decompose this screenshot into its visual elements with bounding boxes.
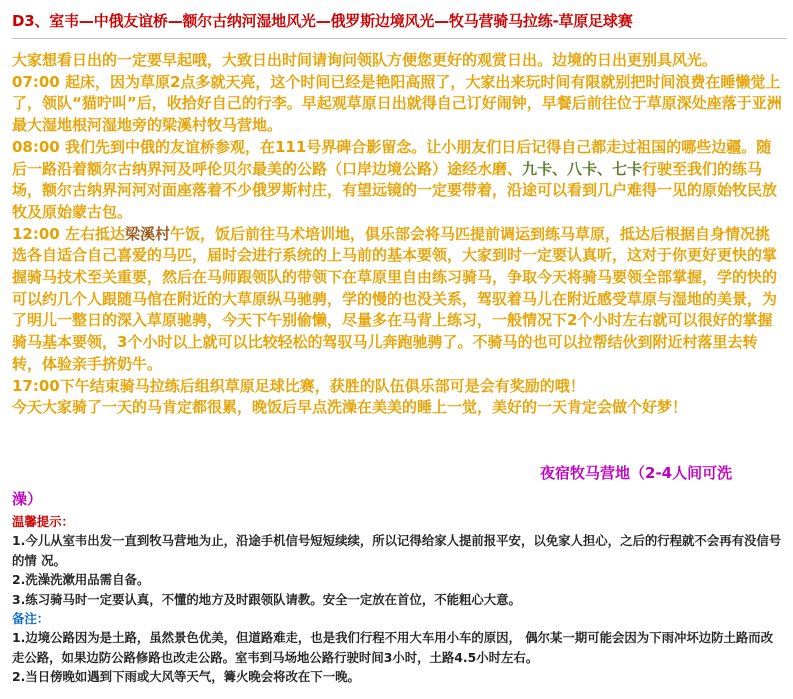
itinerary-body bbox=[12, 50, 782, 419]
notes-label: 备注： bbox=[12, 611, 50, 627]
note-item-1: 1.边境公路因为是土路，虽然景色优美，但道路难走，也是我们行程不用大车用小车的原因， 偶尔某一期可能会因为下雨冲坏边防土路而改 走公路，如果边防公路修路也改走公路。室韦到马场地公路行驶时间3小时，土路4.5小时左右。 bbox=[12, 630, 774, 665]
paragraph-1700: 17:00下午结束骑马拉练后组织草原足球比赛，获胜的队伍俱乐部可是会有奖励的哦！ bbox=[12, 376, 585, 395]
paragraph-evening: 今天大家骑了一天的马肯定都很累，晚饭后早点洗澡在美美的睡上一觉，美好的一天肯定会做个好梦！ bbox=[12, 398, 688, 417]
tips-label: 温馨提示： bbox=[12, 514, 74, 529]
paragraph-sunrise: 大家想看日出的一定要早起哦，大致日出时间请询问领队方便您更好的观赏日出。边境的日出更别具风光。 bbox=[12, 51, 718, 69]
paragraph-0700: 07:00 起床，因为草原2点多就天亮，这个时间已经是艳阳高照了，大家出来玩时间有限就别把时间浪费在睡懒觉上了，领队“猫咛叫”后，收拾好自己的行李。早起观草原日出就得自己订好闹钟，早餐后前往位于草原深处座落于亚洲最大湿地根河湿地旁的梁溪村牧马营地。 bbox=[12, 72, 782, 135]
paragraph-0800-part1: 08:00 我们先到中俄的友谊桥参观，在111号界碑合影留念。让小朋友们日后记得自己都走过祖国的哪些边疆。随后一路沿着额尔古纳界河及呼伦贝尔最美的公路（口岸边境公路）途经水磨、 bbox=[12, 137, 772, 178]
tip-item-1: 1.今儿从室韦出发一直到牧马营地为止，沿途手机信号短短续续，所以记得给家人提前报平安，以免家人担心，之后的行程就不会再有没信号的情 况。 bbox=[12, 533, 782, 568]
paragraph-0800 bbox=[12, 137, 782, 224]
tips-section bbox=[12, 512, 787, 687]
paragraph-1200-part1: 12:00 左右抵达 bbox=[12, 224, 125, 243]
paragraph-0800-checkpoints: 九卡、八卡、七卡 bbox=[522, 159, 643, 178]
paragraph-1200-part3: 午饭，饭后前往马术培训地，俱乐部会将马匹提前调运到练马草原，抵达后根据自身情况挑选各自适合自己喜爱的马匹，届时会进行系统的上马前的基本要领，大家到时一定要认真听，这对于你更好更快的掌握骑马技术至关重要，然后在马师跟领队的带领下在草原里自由练习骑马，争取今天将骑马要领全部掌握，学的快的可以约几个人跟随马倌在附近的大草原纵马驰骋，学的慢的也没关系，驾驭着马儿在附近感受草原与湿地的美景，为了明儿一整日的深入草原驰骋，今天下午别偷懒，尽量多在马背上练习，一般情况下2个小时左右就可以很好的掌握骑马基本要领，3个小时以上就可以比较轻松的驾驭马儿奔跑驰骋了。不骑马的也可以拉帮结伙到附近村落里去转转，体验亲手挤奶牛。 bbox=[12, 224, 778, 373]
day-header bbox=[12, 8, 787, 39]
paragraph-0800-part3: 行驶至我们的练马场，额尔古纳界河河对面座落着不少俄罗斯村庄，有望远镜的一定要带着，沿途可以看到几户难得一见的原始牧民放牧及原始蒙古包。 bbox=[12, 159, 778, 221]
tip-item-3: 3.练习骑马时一定要认真，不懂的地方及时跟领队请教。安全一定放在首位，不能粗心大意。 bbox=[12, 591, 521, 607]
tip-item-2: 2.洗澡洗漱用品需自备。 bbox=[12, 572, 150, 588]
note-item-2: 2.当日傍晚如遇到下雨或大风等天气，篝火晚会将改在下一晚。 bbox=[12, 669, 360, 685]
accommodation-line1: 夜宿牧马营地（2-4人间可洗 bbox=[540, 464, 733, 482]
accommodation-line2: 澡） bbox=[12, 490, 43, 508]
paragraph-1200 bbox=[12, 224, 782, 376]
paragraph-1200-village: 梁溪村 bbox=[124, 224, 170, 243]
day-title: D3、室韦—中俄友谊桥—额尔古纳河湿地风光—俄罗斯边境风光—牧马营骑马拉练-草原足球赛 bbox=[12, 12, 633, 30]
